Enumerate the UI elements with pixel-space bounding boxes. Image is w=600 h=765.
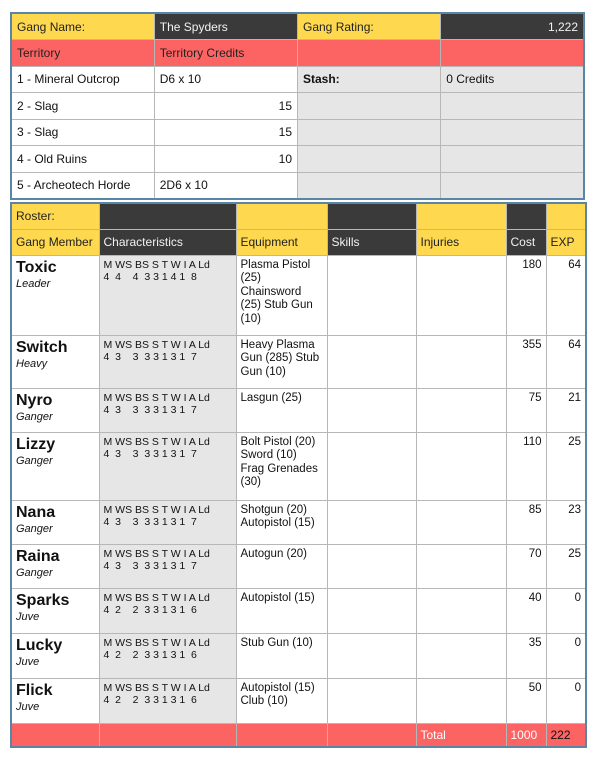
stat-header: M WS BS S T W I A Ld bbox=[103, 258, 210, 271]
member-role: Ganger bbox=[16, 522, 53, 535]
member-role: Ganger bbox=[16, 566, 53, 579]
member-cell[interactable] bbox=[11, 500, 99, 544]
gang-rating-value[interactable]: 1,222 bbox=[441, 13, 584, 40]
territory-credits[interactable]: 15 bbox=[154, 119, 297, 146]
total-label: Total bbox=[416, 723, 506, 747]
skills-cell[interactable] bbox=[327, 678, 416, 723]
territory-row bbox=[11, 172, 584, 199]
territory-credits[interactable]: 10 bbox=[154, 146, 297, 173]
member-role: Ganger bbox=[16, 410, 53, 423]
header-blank-cell bbox=[327, 203, 416, 229]
territory-row bbox=[11, 119, 584, 146]
cost-cell[interactable]: 35 bbox=[506, 633, 546, 678]
member-name: Sparks bbox=[16, 591, 70, 609]
injuries-cell[interactable] bbox=[416, 678, 506, 723]
roster-member-row[interactable] bbox=[11, 588, 586, 633]
member-cell[interactable] bbox=[11, 588, 99, 633]
characteristics-cell[interactable] bbox=[99, 432, 236, 500]
stat-header: M WS BS S T W I A Ld bbox=[103, 338, 210, 351]
equipment-cell[interactable]: Stub Gun (10) bbox=[236, 633, 327, 678]
stat-values: 4 2 2 3 3 1 3 1 6 bbox=[103, 603, 197, 616]
cost-cell[interactable]: 70 bbox=[506, 544, 546, 588]
territory-name[interactable]: 2 - Slag bbox=[11, 93, 154, 120]
characteristics-cell[interactable] bbox=[99, 633, 236, 678]
header-blank-cell bbox=[416, 203, 506, 229]
skills-cell[interactable] bbox=[327, 255, 416, 335]
total-blank-cell bbox=[236, 723, 327, 747]
stat-values: 4 2 2 3 3 1 3 1 6 bbox=[103, 648, 197, 661]
skills-cell[interactable] bbox=[327, 588, 416, 633]
member-name: Flick bbox=[16, 681, 53, 699]
column-header-equipment: Equipment bbox=[236, 229, 327, 255]
cost-cell[interactable]: 180 bbox=[506, 255, 546, 335]
exp-cell[interactable]: 0 bbox=[546, 588, 586, 633]
characteristics-cell[interactable] bbox=[99, 500, 236, 544]
roster-table bbox=[10, 202, 587, 748]
exp-cell[interactable]: 0 bbox=[546, 633, 586, 678]
roster-title: Roster: bbox=[11, 203, 99, 229]
stat-header: M WS BS S T W I A Ld bbox=[103, 435, 210, 448]
exp-cell[interactable]: 0 bbox=[546, 678, 586, 723]
roster-member-row[interactable] bbox=[11, 432, 586, 500]
roster-member-row[interactable] bbox=[11, 500, 586, 544]
roster-member-row[interactable] bbox=[11, 678, 586, 723]
cost-cell[interactable]: 50 bbox=[506, 678, 546, 723]
member-role: Juve bbox=[16, 655, 40, 668]
exp-cell[interactable]: 64 bbox=[546, 255, 586, 335]
member-role: Ganger bbox=[16, 454, 53, 467]
stat-header: M WS BS S T W I A Ld bbox=[103, 391, 210, 404]
stat-values: 4 3 3 3 3 1 3 1 7 bbox=[103, 403, 197, 416]
gang-name-value[interactable]: The Spyders bbox=[154, 13, 297, 40]
injuries-cell[interactable] bbox=[416, 335, 506, 388]
territory-name[interactable]: 1 - Mineral Outcrop bbox=[11, 66, 154, 93]
stash-cell[interactable] bbox=[298, 172, 441, 199]
equipment-cell[interactable]: Autopistol (15) bbox=[236, 588, 327, 633]
header-blank-cell bbox=[99, 203, 236, 229]
injuries-cell[interactable] bbox=[416, 500, 506, 544]
member-role: Juve bbox=[16, 610, 40, 623]
header-blank-cell bbox=[236, 203, 327, 229]
stat-header: M WS BS S T W I A Ld bbox=[103, 591, 210, 604]
equipment-cell[interactable]: Shotgun (20) Autopistol (15) bbox=[236, 500, 327, 544]
member-role: Juve bbox=[16, 700, 40, 713]
territory-name[interactable]: 5 - Archeotech Horde bbox=[11, 172, 154, 199]
stat-values: 4 4 4 3 3 1 4 1 8 bbox=[103, 270, 197, 283]
characteristics-cell[interactable] bbox=[99, 255, 236, 335]
characteristics-cell[interactable] bbox=[99, 544, 236, 588]
territory-row bbox=[11, 146, 584, 173]
column-header-characteristics: Characteristics bbox=[99, 229, 236, 255]
skills-cell[interactable] bbox=[327, 388, 416, 432]
roster-member-row[interactable] bbox=[11, 388, 586, 432]
cost-cell[interactable]: 40 bbox=[506, 588, 546, 633]
exp-cell[interactable]: 21 bbox=[546, 388, 586, 432]
member-cell[interactable] bbox=[11, 255, 99, 335]
header-blank-cell bbox=[441, 40, 584, 67]
member-name: Switch bbox=[16, 338, 68, 356]
total-blank-cell bbox=[327, 723, 416, 747]
member-cell[interactable] bbox=[11, 633, 99, 678]
characteristics-cell[interactable] bbox=[99, 588, 236, 633]
stat-values: 4 3 3 3 3 1 3 1 7 bbox=[103, 447, 197, 460]
total-blank-cell bbox=[11, 723, 99, 747]
stash-cell[interactable] bbox=[298, 93, 441, 120]
total-cost: 1000 bbox=[506, 723, 546, 747]
member-cell[interactable] bbox=[11, 432, 99, 500]
injuries-cell[interactable] bbox=[416, 388, 506, 432]
member-name: Nana bbox=[16, 503, 56, 521]
member-role: Leader bbox=[16, 277, 51, 290]
characteristics-cell[interactable] bbox=[99, 335, 236, 388]
stat-values: 4 3 3 3 3 1 3 1 7 bbox=[103, 350, 197, 363]
stat-header: M WS BS S T W I A Ld bbox=[103, 547, 210, 560]
member-cell[interactable] bbox=[11, 335, 99, 388]
stash-value[interactable]: 0 Credits bbox=[441, 66, 584, 93]
injuries-cell[interactable] bbox=[416, 255, 506, 335]
roster-column-headers bbox=[11, 229, 586, 255]
territory-name[interactable]: 3 - Slag bbox=[11, 119, 154, 146]
territory-row bbox=[11, 66, 584, 93]
stat-values: 4 2 2 3 3 1 3 1 6 bbox=[103, 693, 197, 706]
injuries-cell[interactable] bbox=[416, 432, 506, 500]
equipment-cell[interactable]: Bolt Pistol (20) Sword (10) Frag Grenades (30) bbox=[236, 432, 327, 500]
header-blank-cell bbox=[298, 40, 441, 67]
characteristics-cell[interactable] bbox=[99, 388, 236, 432]
header-blank-cell bbox=[506, 203, 546, 229]
total-row bbox=[11, 723, 586, 747]
member-cell[interactable] bbox=[11, 544, 99, 588]
injuries-cell[interactable] bbox=[416, 544, 506, 588]
injuries-cell[interactable] bbox=[416, 588, 506, 633]
stash-cell[interactable] bbox=[441, 172, 584, 199]
roster-member-row[interactable] bbox=[11, 335, 586, 388]
territory-name[interactable]: 4 - Old Ruins bbox=[11, 146, 154, 173]
member-name: Toxic bbox=[16, 258, 57, 276]
skills-cell[interactable] bbox=[327, 633, 416, 678]
stat-header: M WS BS S T W I A Ld bbox=[103, 681, 210, 694]
injuries-cell[interactable] bbox=[416, 633, 506, 678]
roster-member-row[interactable] bbox=[11, 633, 586, 678]
member-name: Lucky bbox=[16, 636, 63, 654]
stash-cell[interactable] bbox=[441, 146, 584, 173]
column-header-injuries: Injuries bbox=[416, 229, 506, 255]
cost-cell[interactable]: 85 bbox=[506, 500, 546, 544]
territory-row bbox=[11, 93, 584, 120]
total-blank-cell bbox=[99, 723, 236, 747]
total-exp: 222 bbox=[546, 723, 586, 747]
equipment-cell[interactable]: Heavy Plasma Gun (285) Stub Gun (10) bbox=[236, 335, 327, 388]
territory-credits[interactable]: D6 x 10 bbox=[154, 66, 297, 93]
gang-summary-table bbox=[10, 12, 585, 200]
skills-cell[interactable] bbox=[327, 544, 416, 588]
exp-cell[interactable]: 64 bbox=[546, 335, 586, 388]
member-rows bbox=[11, 255, 586, 723]
stash-label: Stash: bbox=[298, 66, 441, 93]
stat-header: M WS BS S T W I A Ld bbox=[103, 636, 210, 649]
gang-rating-label: Gang Rating: bbox=[298, 13, 441, 40]
member-name: Nyro bbox=[16, 391, 53, 409]
stash-cell[interactable] bbox=[441, 93, 584, 120]
territory-header: Territory bbox=[11, 40, 154, 67]
column-header-gang-member: Gang Member bbox=[11, 229, 99, 255]
exp-cell[interactable]: 23 bbox=[546, 500, 586, 544]
column-header-skills: Skills bbox=[327, 229, 416, 255]
equipment-cell[interactable]: Lasgun (25) bbox=[236, 388, 327, 432]
equipment-cell[interactable]: Autopistol (15) Club (10) bbox=[236, 678, 327, 723]
territory-credits[interactable]: 2D6 x 10 bbox=[154, 172, 297, 199]
member-role: Heavy bbox=[16, 357, 48, 370]
column-header-exp: EXP bbox=[546, 229, 586, 255]
stat-values: 4 3 3 3 3 1 3 1 7 bbox=[103, 559, 197, 572]
exp-cell[interactable]: 25 bbox=[546, 432, 586, 500]
stash-cell[interactable] bbox=[298, 119, 441, 146]
equipment-cell[interactable]: Plasma Pistol (25) Chainsword (25) Stub Gun (10) bbox=[236, 255, 327, 335]
stash-cell[interactable] bbox=[298, 146, 441, 173]
territory-credits-header: Territory Credits bbox=[154, 40, 297, 67]
stat-header: M WS BS S T W I A Ld bbox=[103, 503, 210, 516]
member-cell[interactable] bbox=[11, 678, 99, 723]
territory-credits[interactable]: 15 bbox=[154, 93, 297, 120]
stash-cell[interactable] bbox=[441, 119, 584, 146]
roster-member-row[interactable] bbox=[11, 255, 586, 335]
roster-member-row[interactable] bbox=[11, 544, 586, 588]
member-name: Raina bbox=[16, 547, 60, 565]
member-cell[interactable] bbox=[11, 388, 99, 432]
characteristics-cell[interactable] bbox=[99, 678, 236, 723]
cost-cell[interactable]: 110 bbox=[506, 432, 546, 500]
skills-cell[interactable] bbox=[327, 500, 416, 544]
cost-cell[interactable]: 75 bbox=[506, 388, 546, 432]
column-header-cost: Cost bbox=[506, 229, 546, 255]
equipment-cell[interactable]: Autogun (20) bbox=[236, 544, 327, 588]
stat-values: 4 3 3 3 3 1 3 1 7 bbox=[103, 515, 197, 528]
member-name: Lizzy bbox=[16, 435, 56, 453]
skills-cell[interactable] bbox=[327, 335, 416, 388]
skills-cell[interactable] bbox=[327, 432, 416, 500]
exp-cell[interactable]: 25 bbox=[546, 544, 586, 588]
gang-name-label: Gang Name: bbox=[11, 13, 154, 40]
cost-cell[interactable]: 355 bbox=[506, 335, 546, 388]
header-blank-cell bbox=[546, 203, 586, 229]
